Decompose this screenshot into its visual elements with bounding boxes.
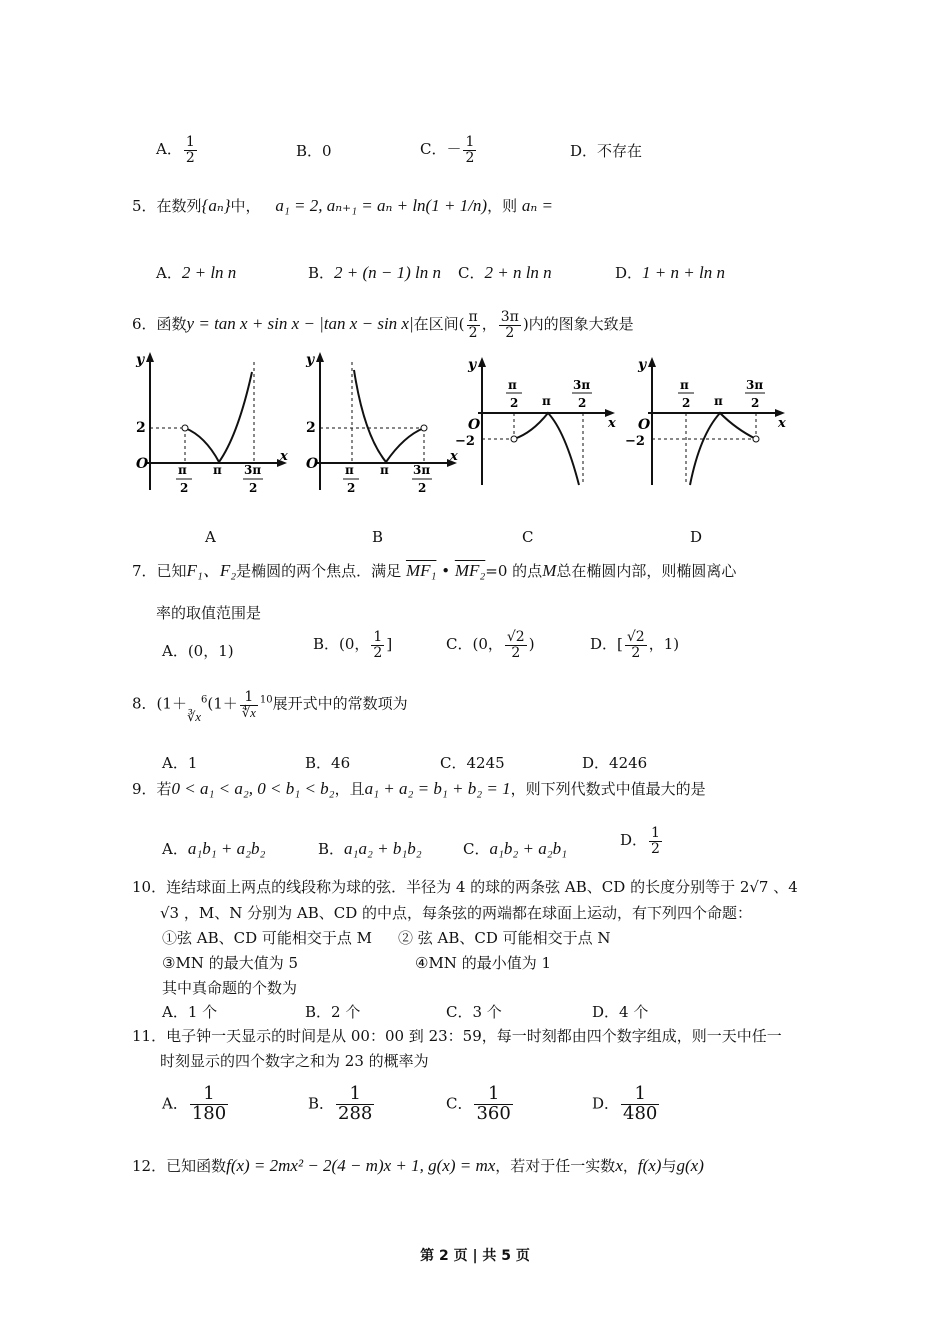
q9-option-d: D． $\frac{1}{2}$ bbox=[620, 825, 660, 857]
svg-text:x: x bbox=[280, 449, 288, 464]
q11-line2: 时刻显示的四个数字之和为 23 的概率为 bbox=[160, 1052, 429, 1070]
svg-text:π: π bbox=[178, 463, 187, 477]
q10-proposition-1: ①弦 AB、CD 可能相交于点 M bbox=[162, 929, 373, 947]
svg-text:x: x bbox=[778, 416, 786, 431]
svg-text:y: y bbox=[136, 352, 145, 368]
q11-option-d: D． $\frac{1}{480}$ bbox=[592, 1083, 658, 1124]
svg-text:−2: −2 bbox=[625, 434, 645, 449]
q10-question: 其中真命题的个数为 bbox=[162, 979, 298, 997]
graph-d bbox=[620, 355, 795, 495]
page-footer: 第 2 页 | 共 5 页 bbox=[420, 1248, 530, 1264]
q10-line1: 10．连结球面上两点的线段称为球的弦．半径为 4 的球的两条弦 AB、CD 的长度分别等于 2√7 、4 bbox=[132, 878, 798, 896]
svg-text:2: 2 bbox=[249, 481, 258, 495]
graph-label-a: A bbox=[205, 528, 216, 546]
q6-stem: 6．函数y = tan x + sin x − |tan x − sin x|在区间( $\frac{\pi}{2}$ ， $\frac{3\pi}{2}$ )内的图象大致是 bbox=[132, 309, 634, 341]
q8-option-a: A．1 bbox=[162, 754, 198, 772]
graph-label-d: D bbox=[690, 528, 703, 546]
q8-option-d: D．4246 bbox=[582, 754, 648, 772]
svg-text:2: 2 bbox=[347, 481, 356, 495]
svg-text:−2: −2 bbox=[455, 434, 475, 449]
q8-option-b: B．46 bbox=[305, 754, 351, 772]
q7-option-c: C．(0， $\frac{√2}{2}$ ) bbox=[446, 629, 535, 661]
svg-text:O: O bbox=[468, 417, 481, 433]
svg-text:y: y bbox=[638, 357, 647, 373]
svg-text:π: π bbox=[714, 394, 723, 408]
graph-c bbox=[450, 355, 625, 495]
svg-text:O: O bbox=[638, 417, 651, 433]
q8-stem: 8．($1+∛x^6(1+$ $\frac{1}{∜x}$ $^{10}$展开式中的常数项为 bbox=[132, 689, 408, 724]
q5-option-a: A．2 + ln n bbox=[156, 263, 237, 282]
svg-text:2: 2 bbox=[682, 396, 691, 410]
q7-option-d: D．[ $\frac{√2}{2}$ ，1) bbox=[590, 629, 680, 661]
svg-text:2: 2 bbox=[751, 396, 760, 410]
svg-text:2: 2 bbox=[578, 396, 587, 410]
q10-line2: √3 ，M、N 分别为 AB、CD 的中点，每条弦的两端都在球面上运动，有下列四个命题： bbox=[160, 904, 753, 922]
q11-option-b: B． $\frac{1}{288}$ bbox=[308, 1083, 373, 1124]
q5-option-c: C．2 + n ln n bbox=[458, 263, 552, 282]
q12-stem: 12．已知函数f(x) = 2mx² − 2(4 − m)x + 1, g(x) = mx，若对于任一实数x，f(x)与g(x) bbox=[132, 1156, 704, 1175]
q5-option-b: B．2 + (n − 1) ln n bbox=[308, 263, 442, 282]
q8-option-c: C．4245 bbox=[440, 754, 505, 772]
q10-proposition-3: ③MN 的最大值为 5 bbox=[162, 954, 299, 972]
svg-text:π: π bbox=[542, 394, 551, 408]
svg-text:π: π bbox=[508, 378, 517, 392]
svg-text:y: y bbox=[468, 357, 477, 373]
svg-text:3π: 3π bbox=[746, 378, 764, 392]
svg-text:O: O bbox=[136, 456, 149, 472]
svg-text:x: x bbox=[450, 449, 458, 464]
svg-text:2: 2 bbox=[418, 481, 427, 495]
q11-line1: 11．电子钟一天显示的时间是从 00：00 到 23：59，每一时刻都由四个数字组成，则一天中任一 bbox=[132, 1027, 782, 1045]
q9-option-c: C．a₁b₂ + a₂b₁ bbox=[463, 839, 568, 858]
q10-proposition-2: ② 弦 AB、CD 可能相交于点 N bbox=[398, 929, 611, 947]
graph-b bbox=[300, 350, 465, 500]
q10-option-a: A．1 个 bbox=[162, 1003, 218, 1021]
q7-stem: 7．已知F₁、F₂是椭圆的两个焦点．满足 MF₁ • MF₂=0 的点M总在椭圆内部，则椭圆离心 bbox=[132, 561, 737, 580]
q10-option-b: B．2 个 bbox=[305, 1003, 361, 1021]
svg-text:O: O bbox=[306, 456, 319, 472]
svg-text:π: π bbox=[345, 463, 354, 477]
q9-option-a: A．a₁b₁ + a₂b₂ bbox=[162, 839, 266, 858]
graph-a bbox=[130, 350, 295, 500]
q10-option-c: C．3 个 bbox=[446, 1003, 502, 1021]
svg-text:2: 2 bbox=[510, 396, 519, 410]
q4-option-c: C．－ $\frac{1}{2}$ bbox=[420, 134, 475, 166]
svg-text:2: 2 bbox=[180, 481, 189, 495]
svg-text:π: π bbox=[380, 463, 389, 477]
svg-text:π: π bbox=[680, 378, 689, 392]
svg-text:x: x bbox=[608, 416, 616, 431]
q5-option-d: D．1 + n + ln n bbox=[615, 263, 725, 282]
q4-option-a: A． $\frac{1}{2}$ bbox=[156, 134, 195, 166]
q11-option-a: A． $\frac{1}{180}$ bbox=[162, 1083, 227, 1124]
svg-text:2: 2 bbox=[136, 420, 146, 436]
q7-option-a: A．(0，1) bbox=[162, 642, 234, 660]
q11-option-c: C． $\frac{1}{360}$ bbox=[446, 1083, 511, 1124]
svg-text:3π: 3π bbox=[573, 378, 591, 392]
q7-stem-line2: 率的取值范围是 bbox=[156, 604, 262, 622]
q10-proposition-4: ④MN 的最小值为 1 bbox=[415, 954, 552, 972]
graph-label-b: B bbox=[372, 528, 384, 546]
q7-option-b: B．(0， $\frac{1}{2}$ ] bbox=[313, 629, 393, 661]
svg-text:3π: 3π bbox=[413, 463, 431, 477]
svg-text:π: π bbox=[213, 463, 222, 477]
svg-text:y: y bbox=[306, 352, 315, 368]
q5-stem: 5．在数列{aₙ}中， a₁ = 2, aₙ₊₁ = aₙ + ln(1 + 1/n)，则 aₙ = bbox=[132, 196, 553, 215]
graph-label-c: C bbox=[522, 528, 534, 546]
q9-option-b: B．a₁a₂ + b₁b₂ bbox=[318, 839, 422, 858]
q10-option-d: D．4 个 bbox=[592, 1003, 649, 1021]
q9-stem: 9．若0 < a₁ < a₂, 0 < b₁ < b₂，且a₁ + a₂ = b₁ + b₂ = 1，则下列代数式中值最大的是 bbox=[132, 779, 706, 798]
q4-option-b: B．0 bbox=[296, 142, 332, 160]
q4-option-d: D．不存在 bbox=[570, 142, 643, 160]
svg-text:2: 2 bbox=[306, 420, 316, 436]
svg-text:3π: 3π bbox=[244, 463, 262, 477]
